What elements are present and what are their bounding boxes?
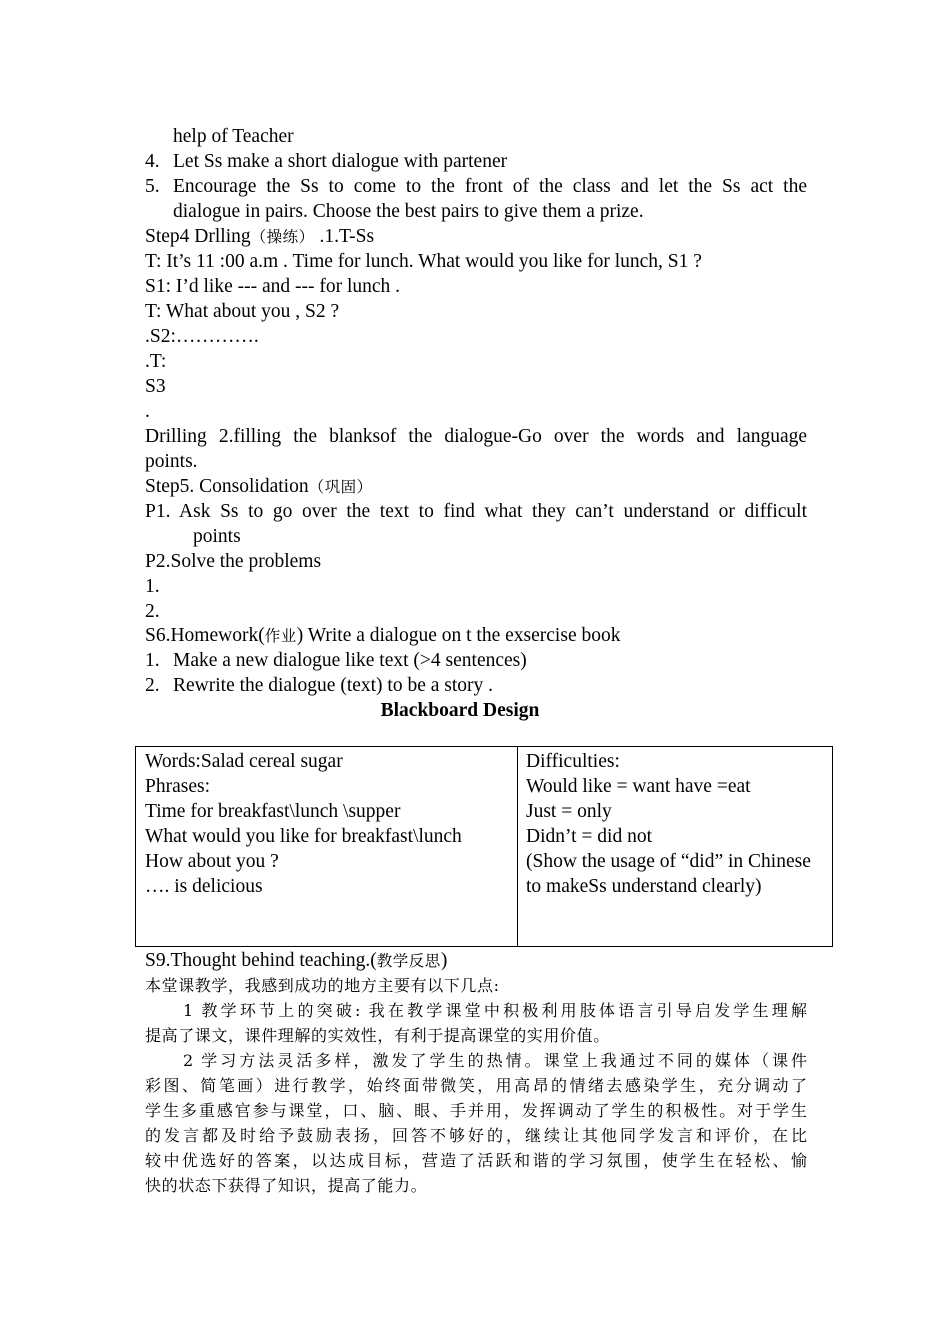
numbered-item: 1. Make a new dialogue like text (>4 sentences) xyxy=(145,650,527,671)
table-cell-line: Difficulties: xyxy=(526,751,620,772)
reflection-paragraph: 的发言都及时给予鼓励表扬，回答不够好的，继续让其他同学发言和评价，在比 xyxy=(145,1126,807,1145)
table-cell-line: (Show the usage of “did” in Chinese xyxy=(526,851,811,872)
table-cell-line: …. is delicious xyxy=(145,876,263,897)
table-cell-line: Would like = want have =eat xyxy=(526,776,751,797)
dialogue-line: T: It’s 11 :00 a.m . Time for lunch. What would you like for lunch, S1 ? xyxy=(145,251,702,272)
numbered-item: 4. Let Ss make a short dialogue with partener xyxy=(145,151,508,172)
blackboard-title: Blackboard Design xyxy=(380,700,540,721)
table-cell-line: Just = only xyxy=(526,801,612,822)
drilling-line: points. xyxy=(145,451,198,472)
dialogue-line: S1: I’d like --- and --- for lunch . xyxy=(145,276,401,297)
text-line: dialogue in pairs. Choose the best pairs to give them a prize. xyxy=(173,201,644,222)
text-line: 1. xyxy=(145,576,160,597)
reflection-paragraph: 2 学习方法灵活多样，激发了学生的热情。课堂上我通过不同的媒体（课件 xyxy=(183,1051,807,1070)
step5-heading: Step5. Consolidation（巩固） xyxy=(145,476,373,497)
reflection-heading: S9.Thought behind teaching.(教学反思) xyxy=(145,950,448,971)
table-cell-line: Words:Salad cereal sugar xyxy=(145,751,343,772)
reflection-paragraph: 彩图、简笔画）进行教学，始终面带微笑，用高昂的情绪去感染学生，充分调动了 xyxy=(145,1076,807,1095)
dialogue-line: S3 xyxy=(145,376,166,397)
table-divider xyxy=(517,747,518,946)
table-cell-line: Didn’t = did not xyxy=(526,826,653,847)
reflection-paragraph: 本堂课教学，我感到成功的地方主要有以下几点: xyxy=(145,976,500,995)
dialogue-line: .S2:…………. xyxy=(145,326,259,347)
reflection-paragraph: 1 教学环节上的突破: 我在教学课堂中积极利用肢体语言引导启发学生理解 xyxy=(183,1001,807,1020)
table-cell-line: Time for breakfast\lunch \supper xyxy=(145,801,401,822)
reflection-paragraph: 较中优选好的答案，以达成目标，营造了活跃和谐的学习氛围，使学生在轻松、愉 xyxy=(145,1151,807,1170)
table-cell-line: What would you like for breakfast\lunch xyxy=(145,826,462,847)
table-cell-line: How about you ? xyxy=(145,851,279,872)
reflection-paragraph: 学生多重感官参与课堂，口、脑、眼、手并用，发挥调动了学生的积极性。对于学生 xyxy=(145,1101,807,1120)
numbered-item: 2. Rewrite the dialogue (text) to be a story . xyxy=(145,675,494,696)
reflection-paragraph: 提高了课文，课件理解的实效性，有利于提高课堂的实用价值。 xyxy=(145,1026,610,1045)
text-line: help of Teacher xyxy=(173,126,294,147)
dialogue-line: . xyxy=(145,401,150,422)
text-line: points xyxy=(193,526,241,547)
dialogue-line: .T: xyxy=(145,351,167,372)
text-line: P1. Ask Ss to go over the text to find what they can’t understand or difficult xyxy=(145,501,807,522)
reflection-paragraph: 快的状态下获得了知识，提高了能力。 xyxy=(145,1176,428,1195)
text-line: Encourage the Ss to come to the front of the class and let the Ss act the xyxy=(173,176,807,197)
table-cell-line: Phrases: xyxy=(145,776,210,797)
step4-heading: Step4 Drlling（操练） .1.T-Ss xyxy=(145,226,375,247)
drilling-line: Drilling 2.filling the blanksof the dialogue-Go over the words and language xyxy=(145,426,807,447)
text-line: 2. xyxy=(145,601,160,622)
blackboard-table xyxy=(135,746,833,947)
homework-heading: S6.Homework(作业) Write a dialogue on t the exsercise book xyxy=(145,625,621,646)
table-cell-line: to makeSs understand clearly) xyxy=(526,876,762,897)
text-line: P2.Solve the problems xyxy=(145,551,322,572)
numbered-item: 5. xyxy=(145,176,160,197)
dialogue-line: T: What about you , S2 ? xyxy=(145,301,340,322)
